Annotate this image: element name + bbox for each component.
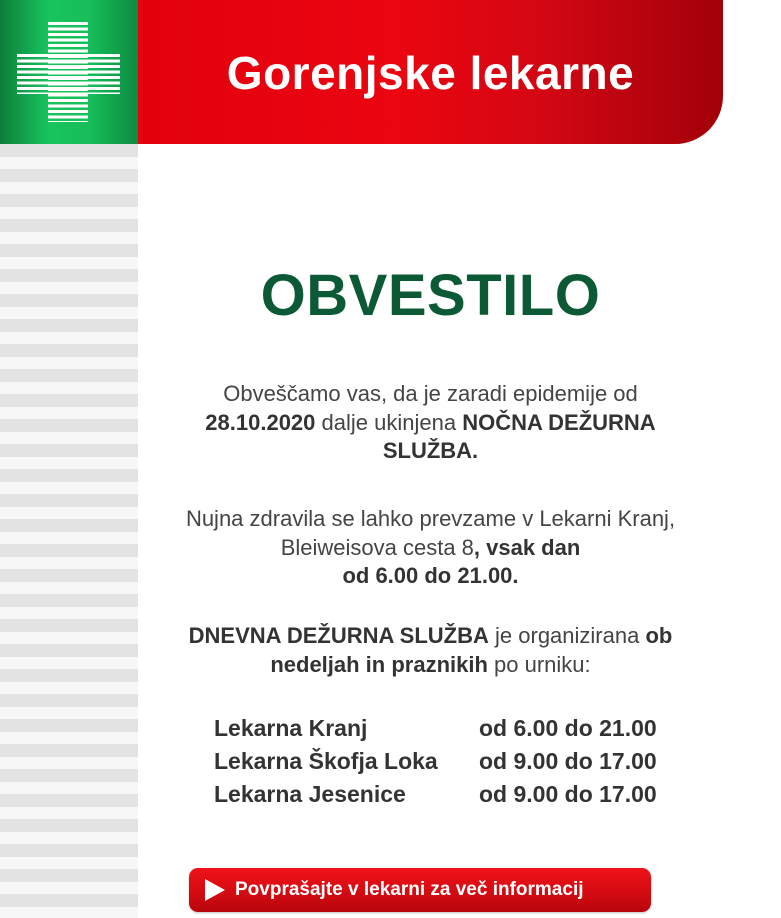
hours-row (214, 712, 684, 745)
p3-service: DNEVNA DEŽURNA SLUŽBA (188, 623, 489, 648)
p1-service: NOČNA DEŽURNA SLUŽBA. (382, 409, 656, 464)
p2-hours: od 6.00 do 21.00. (342, 563, 519, 589)
p1-date: 28.10.2020 (205, 409, 316, 435)
pharmacy-hours: od 6.00 do 21.00 (479, 715, 657, 741)
pharmacy-name: Lekarna Kranj (214, 715, 368, 741)
pharmacy-logo (0, 0, 138, 144)
notice-content (138, 144, 781, 918)
pharmacy-hours: od 9.00 do 17.00 (479, 781, 657, 807)
p3-text-1: je organizirana (488, 623, 646, 648)
p3-when: ob nedeljah in praznikih (270, 623, 673, 677)
hours-row (214, 745, 684, 778)
p1-text-1: Obveščamo vas, da je zaradi epidemije od (223, 381, 638, 406)
notice-paragraph-3 (168, 622, 693, 679)
notice-paragraph-2 (168, 505, 693, 591)
notice-paragraph-1 (168, 380, 693, 466)
more-info-label: Povprašajte v lekarni za več informacij (235, 879, 584, 900)
p1-text-2: dalje ukinjena (315, 409, 463, 435)
hours-row (214, 778, 684, 811)
more-info-button[interactable] (189, 868, 651, 912)
p3-text-2: po urniku: (487, 651, 591, 677)
pharmacy-name: Lekarna Škofja Loka (214, 748, 438, 774)
pharmacy-cross-bar (17, 54, 120, 94)
p2-text-1: Nujna zdravila se lahko prevzame v Lekarni Kranj, Bleiweisova cesta 8 (185, 506, 676, 560)
play-arrow-icon (201, 877, 227, 903)
brand-title: Gorenjske lekarne (226, 47, 635, 99)
notice-title: OBVESTILO (260, 263, 601, 328)
pharmacy-name: Lekarna Jesenice (214, 781, 406, 807)
opening-hours-list (214, 712, 684, 811)
header-banner (138, 0, 723, 144)
p2-schedule: , vsak dan (473, 534, 581, 560)
decorative-stripes (0, 144, 138, 918)
pharmacy-hours: od 9.00 do 17.00 (479, 748, 657, 774)
